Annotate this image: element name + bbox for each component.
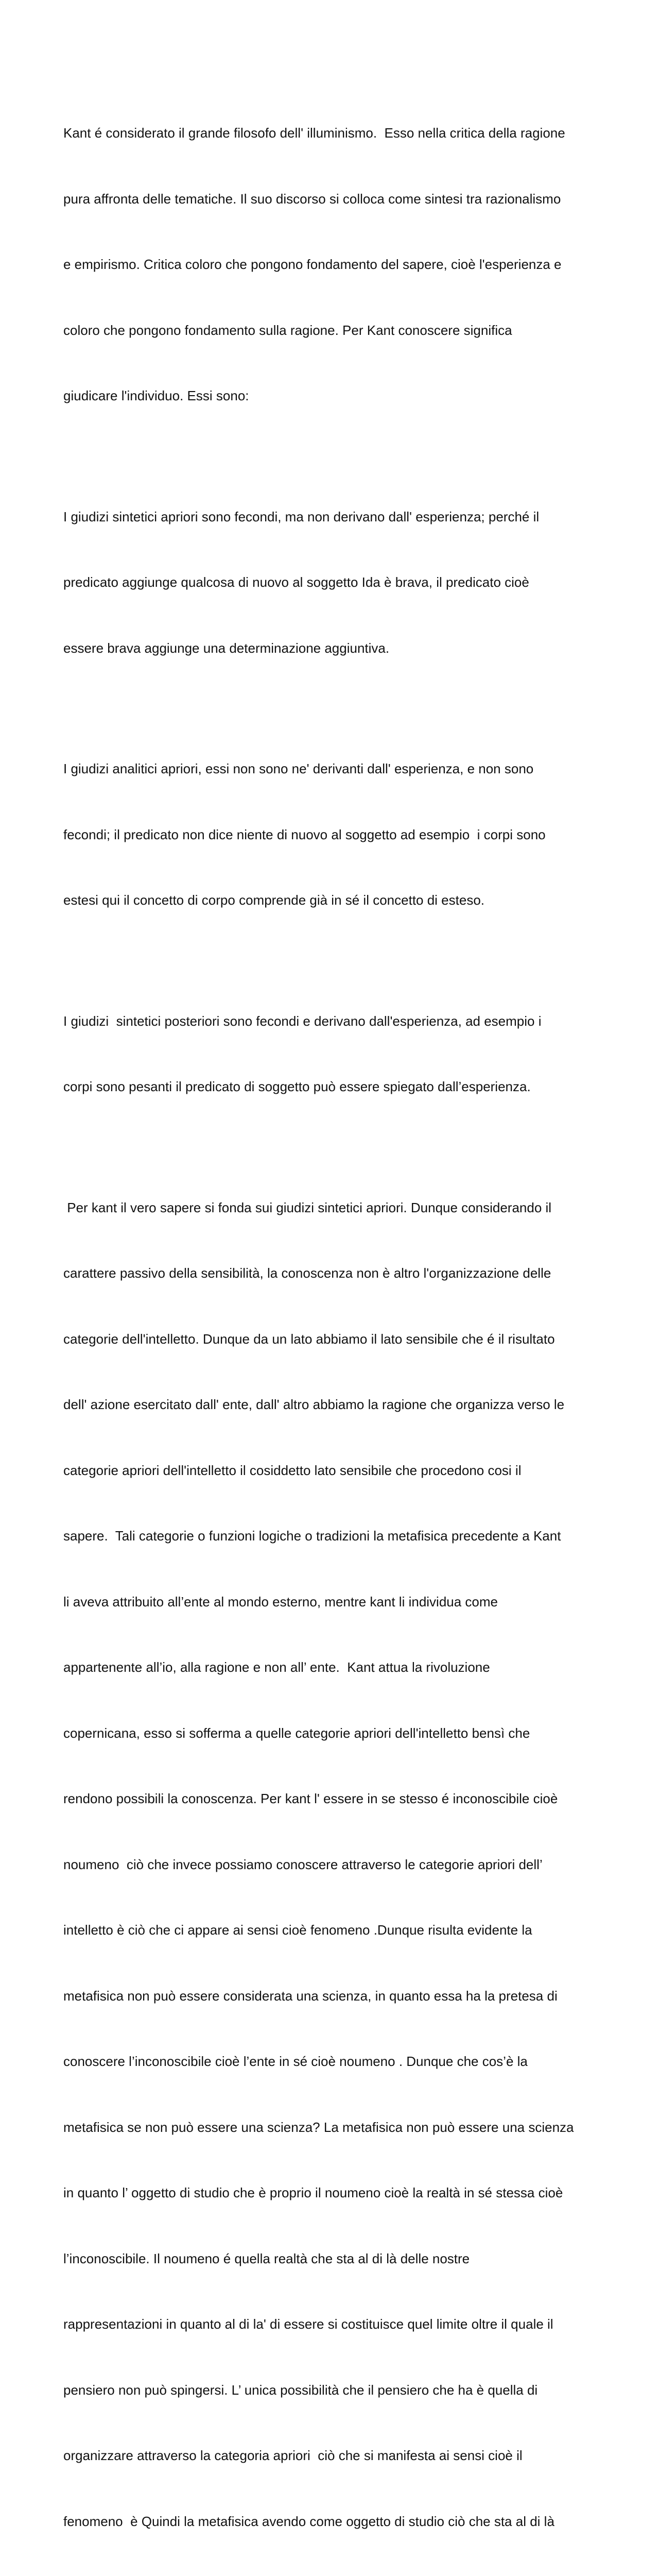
paragraph-sintetici-posteriori <box>63 967 606 1142</box>
document-page <box>0 0 659 933</box>
text-line: metafisica non può essere considerata una scienza, in quanto essa ha la pretesa di <box>63 1985 606 2007</box>
text-line: rendono possibili la conoscenza. Per kant l' essere in se stesso é inconoscibile cioè <box>63 1788 606 1810</box>
document-body <box>63 78 606 2576</box>
text-line: I giudizi analitici apriori, essi non sono ne' derivanti dall' esperienza, e non sono <box>63 758 606 780</box>
text-line: metafisica se non può essere una scienza? La metafisica non può essere una scienza <box>63 2116 606 2139</box>
text-line: pensiero non può spingersi. L’ unica possibilità che il pensiero che ha è quella di <box>63 2379 606 2401</box>
paragraph-intro <box>63 78 606 451</box>
text-line: fecondi; il predicato non dice niente di nuovo al soggetto ad esempio i corpi sono <box>63 824 606 846</box>
text-line: appartenente all’io, alla ragione e non all’ ente. Kant attua la rivoluzione <box>63 1656 606 1679</box>
text-line: giudicare l'individuo. Essi sono: <box>63 385 606 407</box>
text-line: Kant é considerato il grande filosofo dell' illuminismo. Esso nella critica della ragione <box>63 122 606 144</box>
text-line: intelletto è ciò che ci appare ai sensi cioè fenomeno .Dunque risulta evidente la <box>63 1919 606 1941</box>
text-line: copernicana, esso si sofferma a quelle categorie apriori dell'intelletto bensì che <box>63 1722 606 1744</box>
text-line: pura affronta delle tematiche. Il suo discorso si colloca come sintesi tra razionalismo <box>63 188 606 210</box>
text-line: e empirismo. Critica coloro che pongono fondamento del sapere, cioè l'esperienza e <box>63 253 606 276</box>
text-line: rappresentazioni in quanto al di la' di essere si costituisce quel limite oltre il quale il <box>63 2313 606 2335</box>
paragraph-analitici-apriori <box>63 714 606 955</box>
text-line: li aveva attribuito all’ente al mondo esterno, mentre kant li individua come <box>63 1591 606 1613</box>
text-line: sapere. Tali categorie o funzioni logiche o tradizioni la metafisica precedente a Kant <box>63 1525 606 1547</box>
text-line: I giudizi sintetici posteriori sono fecondi e derivano dall'esperienza, ad esempio i <box>63 1010 606 1032</box>
paragraph-vero-sapere <box>63 1153 606 2576</box>
text-line: categorie dell'intelletto. Dunque da un lato abbiamo il lato sensibile che é il risultato <box>63 1328 606 1350</box>
text-line: corpi sono pesanti il predicato di soggetto può essere spiegato dall’esperienza. <box>63 1076 606 1098</box>
text-line: coloro che pongono fondamento sulla ragione. Per Kant conoscere significa <box>63 319 606 342</box>
text-line: conoscere l’inconoscibile cioè l’ente in sé cioè noumeno . Dunque che cos’è la <box>63 2050 606 2073</box>
paragraph-sintetici-apriori <box>63 462 606 703</box>
text-line: organizzare attraverso la categoria apriori ciò che si manifesta ai sensi cioè il <box>63 2445 606 2467</box>
text-line: I giudizi sintetici apriori sono fecondi, ma non derivano dall' esperienza; perché il <box>63 506 606 528</box>
text-line: essere brava aggiunge una determinazione aggiuntiva. <box>63 637 606 659</box>
text-line: dell' azione esercitato dall' ente, dall' altro abbiamo la ragione che organizza verso le <box>63 1394 606 1416</box>
text-line: Per kant il vero sapere si fonda sui giudizi sintetici apriori. Dunque considerando il <box>63 1197 606 1219</box>
text-line: fenomeno è Quindi la metafisica avendo come oggetto di studio ciò che sta al di là <box>63 2511 606 2533</box>
text-line: estesi qui il concetto di corpo comprende già in sé il concetto di esteso. <box>63 889 606 911</box>
text-line: l’inconoscibile. Il noumeno é quella realtà che sta al di là delle nostre <box>63 2248 606 2270</box>
text-line: predicato aggiunge qualcosa di nuovo al soggetto Ida è brava, il predicato cioè <box>63 571 606 594</box>
text-line: categorie apriori dell'intelletto il cosiddetto lato sensibile che procedono cosi il <box>63 1460 606 1482</box>
text-line: noumeno ciò che invece possiamo conoscere attraverso le categorie apriori dell’ <box>63 1854 606 1876</box>
text-line: carattere passivo della sensibilità, la conoscenza non è altro l'organizzazione delle <box>63 1262 606 1284</box>
text-line: in quanto l’ oggetto di studio che è proprio il noumeno cioè la realtà in sé stessa cioè <box>63 2182 606 2204</box>
